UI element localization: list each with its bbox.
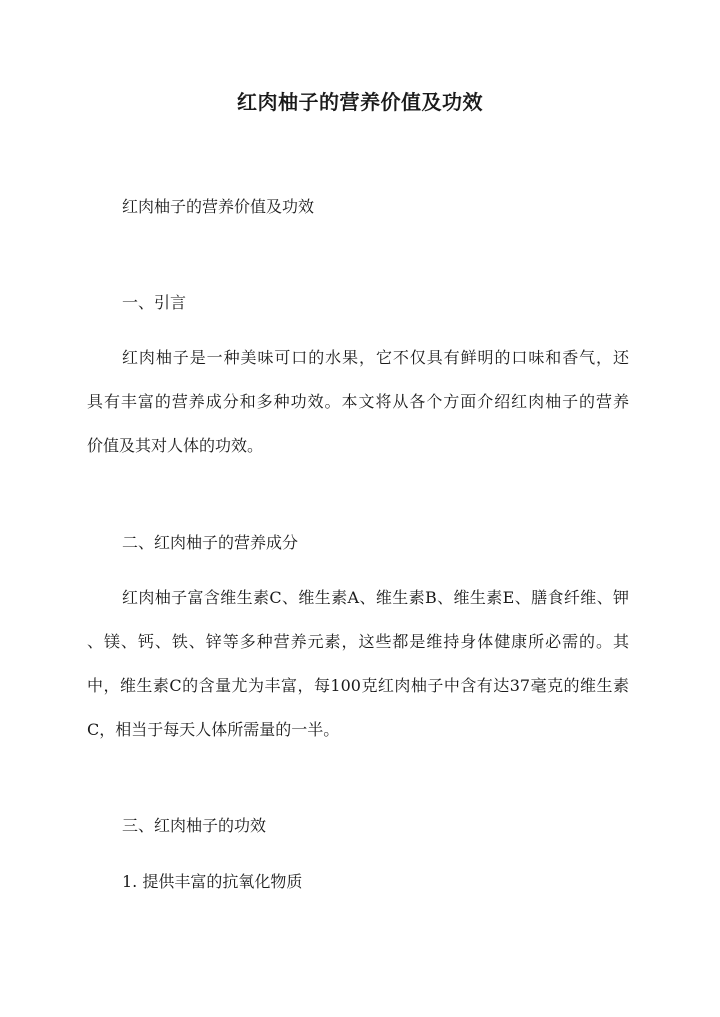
paragraph-line: 、镁、钙、铁、锌等多种营养元素，这些都是维持身体健康所必需的。其 [87, 632, 629, 651]
document-title: 红肉柚子的营养价值及功效 [237, 90, 483, 114]
subtitle: 红肉柚子的营养价值及功效 [122, 197, 315, 216]
paragraph-line: 中，维生素C的含量尤为丰富，每100克红肉柚子中含有达37毫克的维生素 [87, 676, 629, 695]
section-heading-effects: 三、红肉柚子的功效 [122, 816, 267, 835]
list-item: 1. 提供丰富的抗氧化物质 [122, 872, 303, 891]
paragraph-line: 具有丰富的营养成分和多种功效。本文将从各个方面介绍红肉柚子的营养 [87, 392, 629, 411]
section-heading-intro: 一、引言 [122, 293, 187, 312]
paragraph-line: C，相当于每天人体所需量的一半。 [87, 720, 340, 739]
paragraph-line: 红肉柚子富含维生素C、维生素A、维生素B、维生素E、膳食纤维、钾 [122, 588, 629, 607]
paragraph-line: 红肉柚子是一种美味可口的水果，它不仅具有鲜明的口味和香气，还 [122, 348, 629, 367]
paragraph-line: 价值及其对人体的功效。 [87, 436, 264, 455]
section-heading-nutrients: 二、红肉柚子的营养成分 [122, 533, 299, 552]
